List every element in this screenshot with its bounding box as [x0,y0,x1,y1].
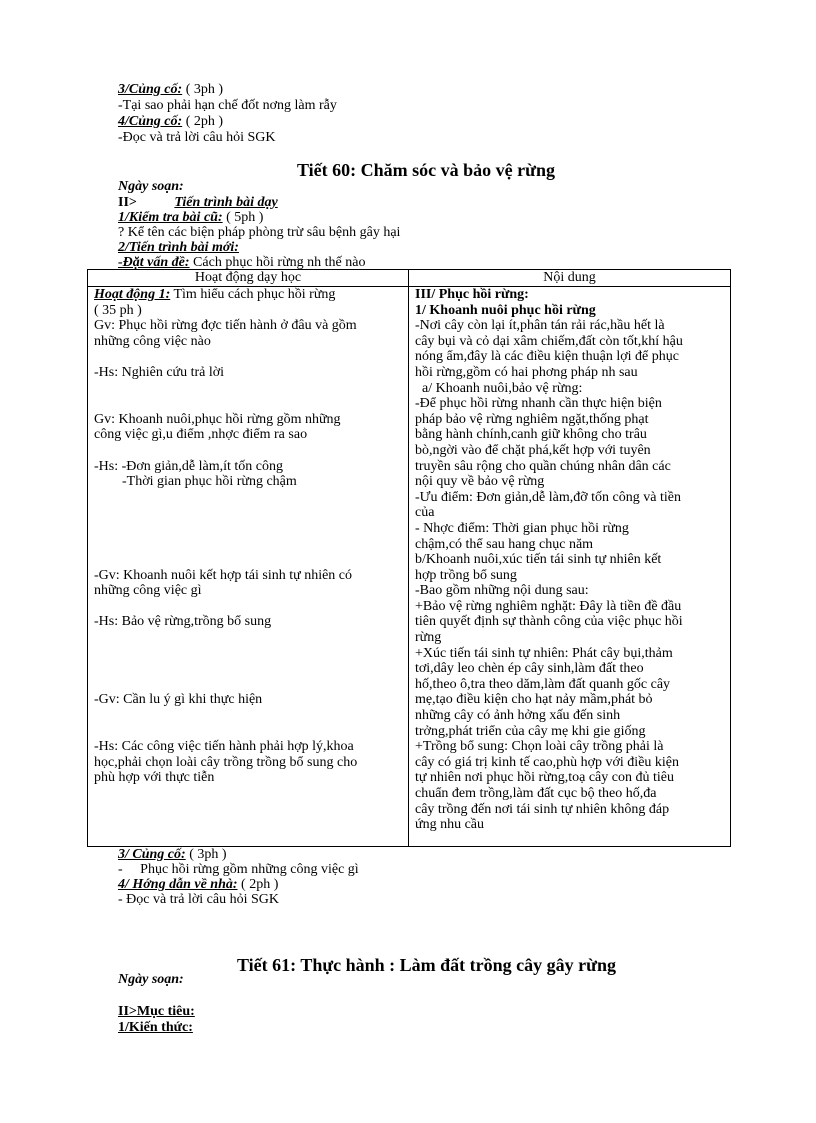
content-line: cây có giá trị kinh tế cao,phù hợp với điều kiện [415,754,680,770]
activity-line: phù hợp với thực tiễn [94,770,215,786]
activity-line: Gv: Khoanh nuôi,phục hồi rừng gồm những [94,411,341,427]
cungco-line-1 [118,82,223,98]
huong-dan-heading: 4/ Hớng dẫn về nhà: [118,877,238,892]
activity-line: -Hs: Các công việc tiến hành phải hợp lý,khoa [94,739,354,755]
content-line: truyền sâu rộng cho quần chúng nhân dân các [415,458,671,474]
content-line: của [415,505,435,521]
content-line: chậm,có thể sau hang chục năm [415,536,594,552]
content-line: +Trồng bổ sung: Chọn loài cây trồng phải là [415,739,664,755]
cungco-text: -Tại sao phải hạn chế đốt nơng làm rẫy [118,98,337,113]
content-line: những cây có ảnh hởng xấu đến sinh [415,708,621,724]
content-line: tơi,dây leo chèn ép cây sinh,làm đất theo [415,661,644,677]
table-body-row [88,287,731,847]
activity-line: ( 35 ph ) [94,302,142,318]
huong-dan-line [118,877,278,893]
content-line: cây trồng đến nơi tái sinh tự nhiên không đáp [415,801,670,817]
content-line: - Nhợc điểm: Thời gian phục hồi rừng [415,520,629,536]
table-header-content: Nội dung [409,270,731,287]
activity-line: những công việc gì [94,583,202,599]
content-line: bằng hành chính,canh giữ không cho trâu [415,427,647,443]
activity-1-heading [94,287,408,303]
ktbc-heading: 1/Kiểm tra bài cũ: [118,210,223,225]
section-label: Tiến trình bài dạy [174,195,278,210]
cungco-after-heading: 3/ Củng cố: [118,847,186,862]
content-line: ứng nhu cầu [415,817,485,833]
activity-line: -Hs: Nghiên cứu trả lời [94,364,225,380]
activity-1-title: Tìm hiểu cách phục hồi rừng [170,287,336,302]
cungco-time-2: ( 2ph ) [182,114,224,129]
content-line: hồi rừng,gồm có hai phơng pháp nh sau [415,364,638,380]
activity-line: công việc gì,u điểm ,nhợc điểm ra sao [94,427,308,443]
cungco-line-2 [118,114,223,130]
activity-line: -Gv: Cần lu ý gì khi thực hiện [94,692,263,708]
tien-trinh-bai-moi: 2/Tiến trình bài mới: [118,240,239,255]
ngay-soan-61-label: Ngày soạn: [118,972,184,987]
muc-tieu-heading: II>Mục tiêu: [118,1004,195,1019]
content-line: cây bụi và cỏ dại xâm chiếm,đất còn tốt,khí hậu [415,333,683,349]
activities-cell [88,287,409,847]
content-line: a/ Khoanh nuôi,bảo vệ rừng: [415,380,583,396]
cungco-time: ( 3ph ) [182,82,224,97]
activity-line: học,phải chọn loài cây trồng trồng bổ sung cho [94,754,358,770]
activity-line: Gv: Phục hồi rừng đợc tiến hành ở đâu và gồm [94,318,357,334]
content-line: bò,ngời vào để chặt phá,kết hợp với tuyên [415,442,651,458]
cungco-heading-2: 4/Củng cố: [118,114,183,129]
huong-dan-time: ( 2ph ) [237,877,279,892]
dat-van-de-text: Cách phục hồi rừng nh thế nào [189,255,366,270]
content-line: tiên quyết định sự thành công của việc phục hồi [415,614,683,630]
lesson-table [87,269,731,847]
activity-line: -Thời gian phục hồi rừng chậm [94,474,297,490]
activity-line: -Hs: Bảo vệ rừng,trồng bổ sung [94,614,272,630]
lesson-61-title: Tiết 61: Thực hành : Làm đất trồng cây gây rừng [237,955,616,975]
content-heading: III/ Phục hồi rừng: [415,287,529,302]
content-line: pháp bảo vệ rừng nghiêm ngặt,thống phạt [415,411,649,427]
cungco-text-2: -Đọc và trả lời câu hỏi SGK [118,130,276,145]
content-line: chuẩn đem trồng,làm đất cục bộ theo hố,đa [415,786,657,801]
activity-line: -Hs: -Đơn giản,dễ làm,ít tốn công [94,458,283,474]
content-line: trởng,phát triển của cây mẹ khi gie giống [415,723,646,739]
content-line: -Để phục hồi rừng nhanh cần thực hiện biện [415,396,662,412]
content-line: tự nhiên nơi phục hồi rừng,toạ cây con đủ tiêu [415,770,674,786]
huong-dan-text: - Đọc và trả lời câu hỏi SGK [118,892,279,907]
cungco-after-text: - Phục hồi rừng gồm những công việc gì [118,862,359,877]
content-line: +Bảo vệ rừng nghiêm nghặt: Đây là tiền đề đầu [415,598,682,614]
content-line: -Ưu điểm: Đơn giản,dễ làm,đỡ tốn công và tiền [415,489,681,505]
cungco-after-time: ( 3ph ) [185,847,227,862]
content-subheading: 1/ Khoanh nuôi phục hồi rừng [415,302,596,318]
content-cell [409,287,731,847]
section-number: II> [118,195,137,210]
ktbc-question: ? Kể tên các biện pháp phòng trừ sâu bệnh gây hại [118,225,401,240]
content-line: mẹ,tạo điều kiện cho hạt nảy mầm,phát bỏ [415,692,653,708]
activity-line: -Gv: Khoanh nuôi kết hợp tái sinh tự nhiên có [94,567,353,583]
table-header-activities: Hoạt động dạy học [88,270,409,287]
kien-thuc-heading: 1/Kiến thức: [118,1020,193,1035]
section-heading [118,195,278,211]
activity-line: những công việc nào [94,333,211,349]
cungco-after-line [118,847,227,863]
dat-van-de-label: -Đặt vấn đề: [118,255,190,270]
table-header-row [88,270,731,287]
ngay-soan-label: Ngày soạn: [118,179,184,194]
content-line: hợp trồng bổ sung [415,567,517,583]
content-line: +Xúc tiến tái sinh tự nhiên: Phát cây bụi,thảm [415,645,673,661]
content-line: hố,theo ô,tra theo dăm,làm đất quanh gốc cây [415,676,671,692]
ktbc-line [118,210,263,226]
content-line: nội quy về bảo vệ rừng [415,474,545,490]
content-line: nóng ẩm,đây là các điều kiện thuận lợi để phục [415,349,679,365]
ktbc-time: ( 5ph ) [222,210,264,225]
lesson-60-title: Tiết 60: Chăm sóc và bảo vệ rừng [297,160,555,180]
cungco-heading: 3/Củng cố: [118,82,183,97]
content-line: -Nơi cây còn lại ít,phân tán rải rác,hầu hết là [415,318,665,334]
content-line: -Bao gồm những nội dung sau: [415,583,589,599]
content-line: rừng [415,630,442,646]
content-line: b/Khoanh nuôi,xúc tiến tái sinh tự nhiên kết [415,552,662,568]
activity-1-label: Hoạt động 1: [94,287,171,302]
